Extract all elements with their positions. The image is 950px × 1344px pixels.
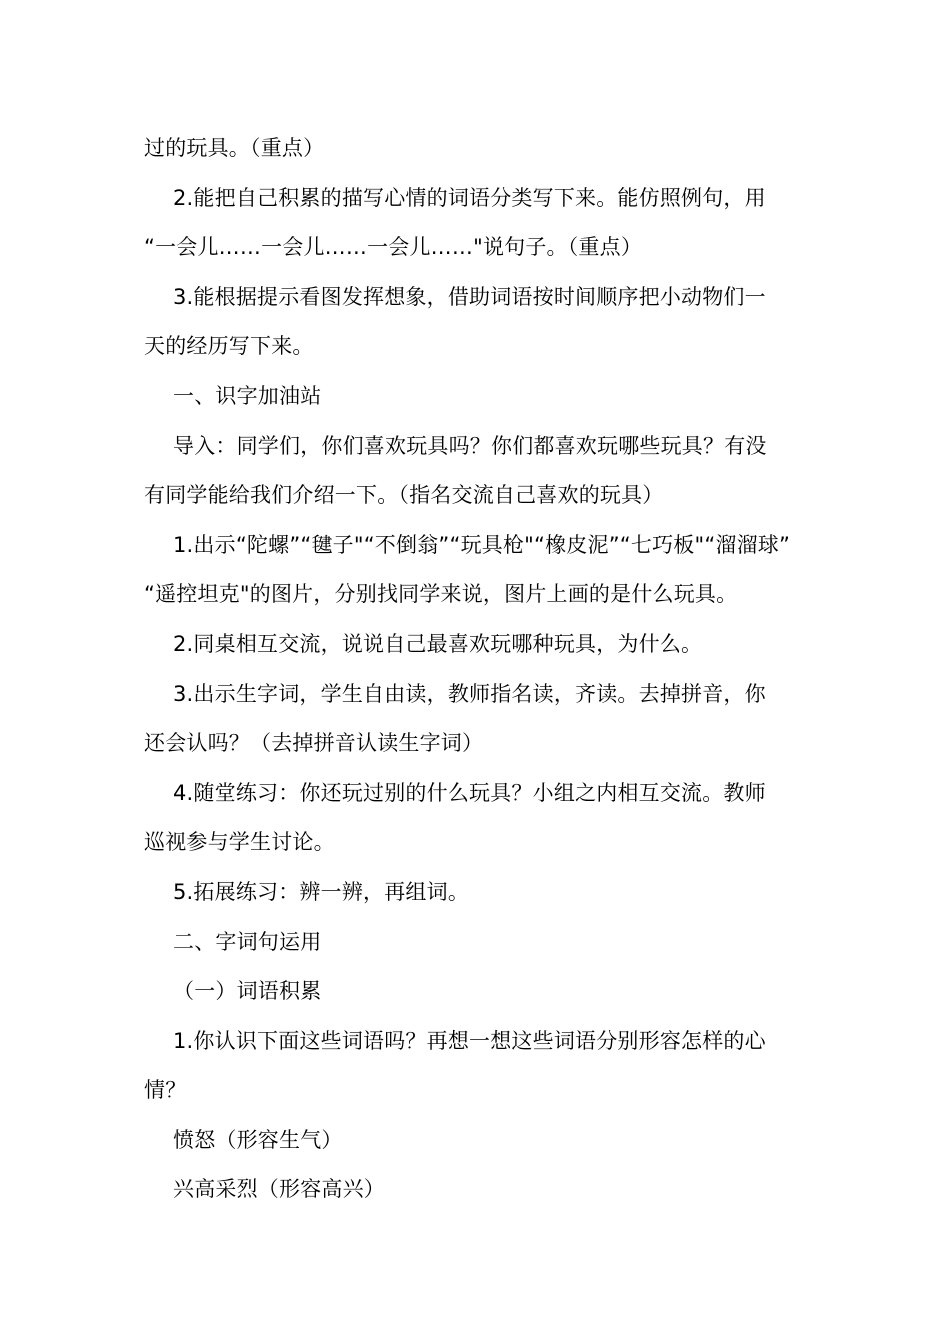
text-line: 2.同桌相互交流，说说自己最喜欢玩哪种玩具，为什么。 — [173, 631, 703, 656]
document-body — [144, 124, 810, 1215]
text-line: 情？ — [144, 1078, 187, 1103]
text-line: “一会儿……一会儿……一会儿……"说句子。（重点） — [144, 235, 643, 260]
section-heading: 二、字词句运用 — [173, 929, 322, 954]
text-line: 有同学能给我们介绍一下。（指名交流自己喜欢的玩具） — [144, 483, 664, 508]
text-line: 兴高采烈（形容高兴） — [173, 1177, 385, 1202]
text-line: 2.能把自己积累的描写心情的词语分类写下来。能仿照例句，用 — [173, 185, 766, 210]
text-line: 3.出示生字词，学生自由读，教师指名读，齐读。去掉拼音，你 — [173, 681, 766, 706]
text-line: 4.随堂练习：你还玩过别的什么玩具？小组之内相互交流。教师 — [173, 780, 766, 805]
text-line: 过的玩具。（重点） — [144, 136, 325, 160]
text-line: 愤怒（形容生气） — [173, 1127, 343, 1152]
text-line: 巡视参与学生讨论。 — [144, 830, 335, 855]
subsection-heading: （一）词语积累 — [173, 979, 322, 1004]
text-line: 还会认吗？（去掉拼音认读生字词） — [144, 731, 484, 756]
text-line: 导入：同学们，你们喜欢玩具吗？你们都喜欢玩哪些玩具？有没 — [173, 433, 767, 458]
text-line: 3.能根据提示看图发挥想象，借助词语按时间顺序把小动物们一 — [173, 284, 766, 309]
text-line: 1.你认识下面这些词语吗？再想一想这些词语分别形容怎样的心 — [173, 1028, 766, 1053]
text-line: “遥控坦克"的图片，分别找同学来说，图片上画的是什么玩具。 — [144, 582, 738, 607]
text-line: 5.拓展练习：辨一辨，再组词。 — [173, 879, 470, 904]
text-line: 1.出示“陀螺”“毽子"“不倒翁”“玩具枪"“橡皮泥”“七巧板"“溜溜球” — [173, 532, 791, 557]
section-heading: 一、识字加油站 — [173, 383, 322, 408]
text-line: 天的经历写下来。 — [144, 334, 314, 359]
